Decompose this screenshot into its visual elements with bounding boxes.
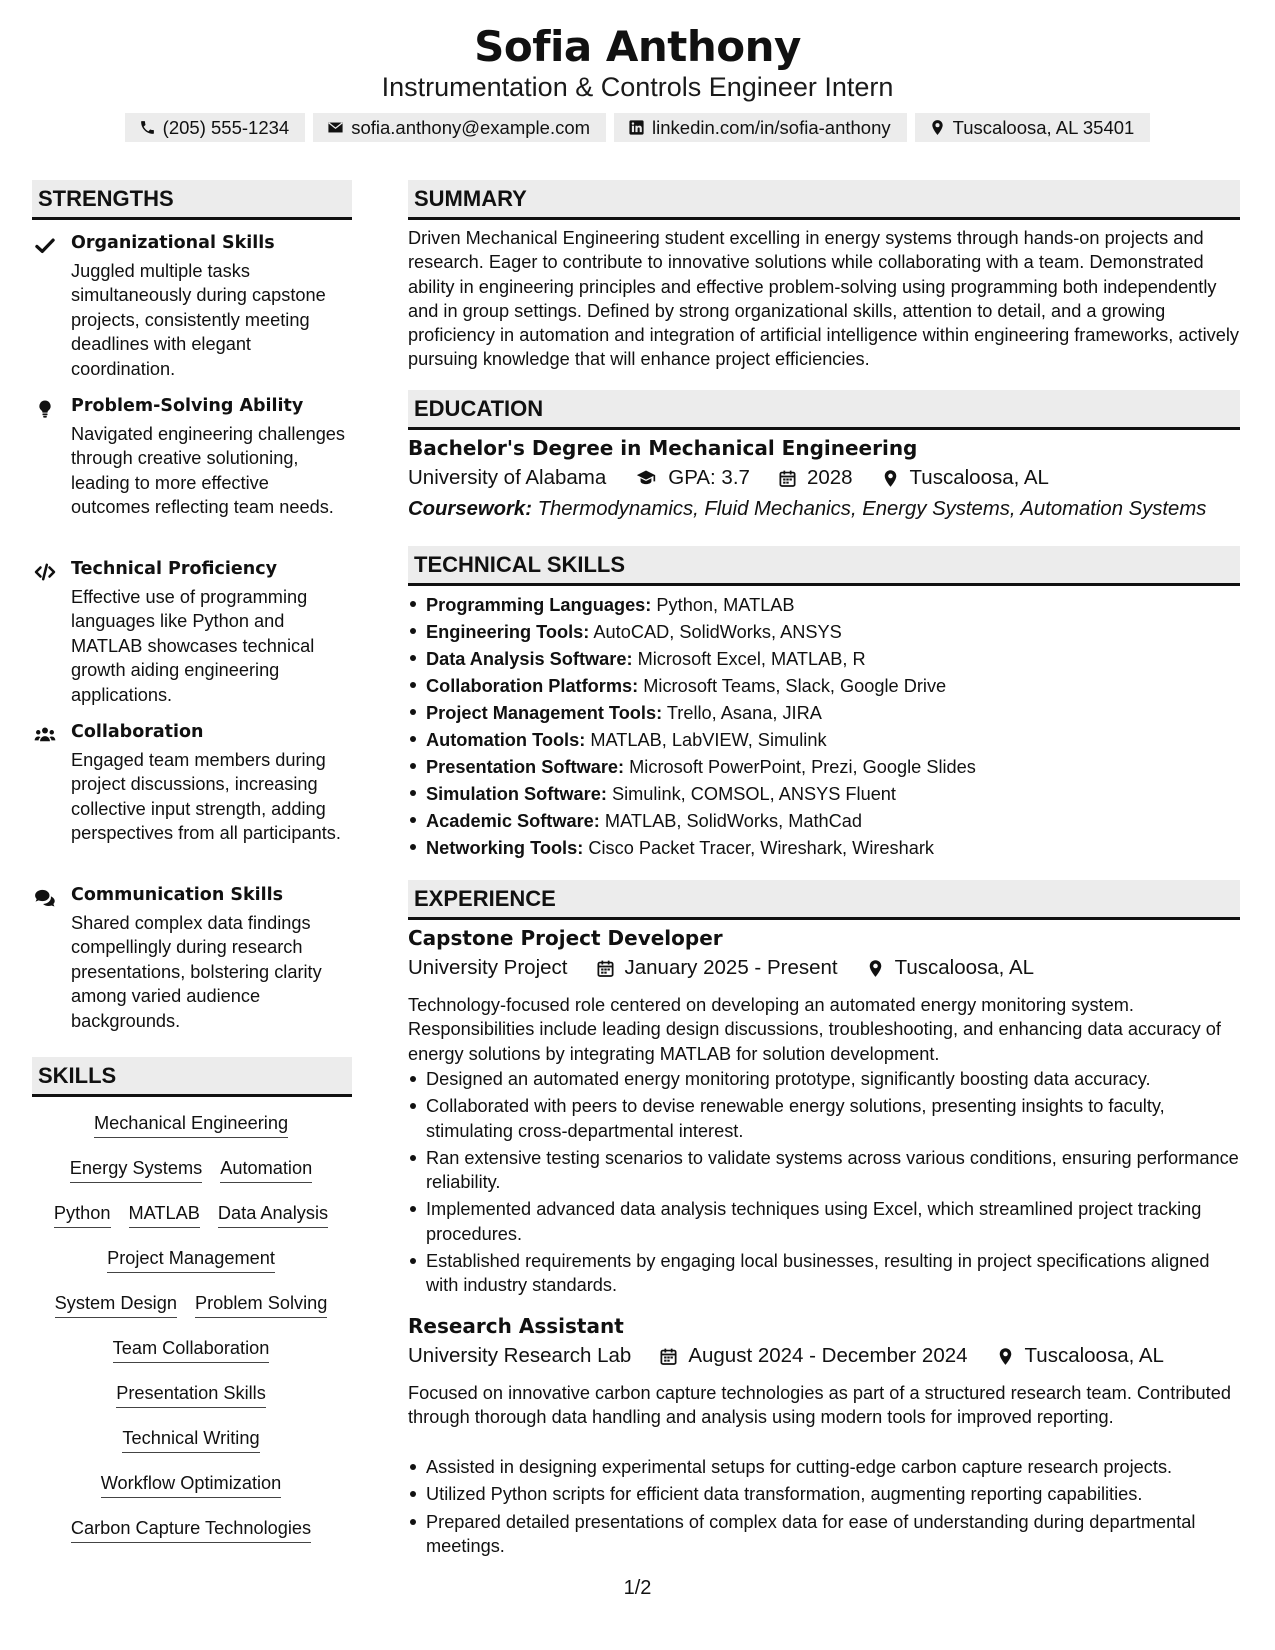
calendar-icon [778, 469, 797, 488]
list-item: Ran extensive testing scenarios to validate systems across various conditions, ensuring performance reliability. [408, 1146, 1240, 1195]
job-organization: University Project [408, 956, 568, 979]
tech-skill-label: Project Management Tools: [426, 703, 663, 723]
skills-row [32, 1518, 350, 1543]
list-item: Assisted in designing experimental setups for cutting-edge carbon capture research projects. [408, 1455, 1240, 1479]
location-text: Tuscaloosa, AL 35401 [952, 116, 1135, 138]
tech-skill-label: Programming Languages: [426, 595, 652, 615]
tech-skill-value: Simulink, COMSOL, ANSYS Fluent [611, 784, 896, 804]
skill-tag: Mechanical Engineering [94, 1113, 288, 1138]
strength-title: Organizational Skills [71, 233, 275, 253]
strength-description: Navigated engineering challenges through creative solutioning, leading to more effective outcomes reflecting team needs. [71, 424, 346, 518]
skill-tag: Workflow Optimization [101, 1473, 282, 1498]
page-number: 1/2 [623, 1577, 652, 1599]
list-item [408, 673, 1240, 700]
list-item [408, 619, 1240, 646]
job-bullets [408, 1067, 1240, 1301]
job-bullets [408, 1455, 1240, 1561]
list-item: Prepared detailed presentations of complex data for ease of understanding during departmental meetings. [408, 1510, 1240, 1559]
envelope-icon [327, 119, 344, 136]
map-pin-icon [866, 959, 885, 978]
list-item [408, 727, 1240, 754]
technical-skills-heading: TECHNICAL SKILLS [408, 546, 1240, 586]
map-pin-icon [996, 1347, 1015, 1366]
contact-linkedin[interactable] [614, 113, 907, 142]
strength-description: Effective use of programming languages like Python and MATLAB showcases technical growth aiding engineering applications. [71, 587, 315, 705]
skills-row [32, 1473, 350, 1498]
strength-title: Communication Skills [71, 885, 284, 905]
list-item [408, 835, 1240, 862]
job-dates: January 2025 - Present [624, 956, 838, 979]
skill-tag: Problem Solving [195, 1293, 327, 1318]
list-item [408, 646, 1240, 673]
skills-row [32, 1158, 350, 1183]
skill-tag: Presentation Skills [116, 1383, 266, 1408]
education-meta [408, 466, 1049, 490]
map-pin-icon [881, 469, 900, 488]
job-title: Research Assistant [408, 1314, 624, 1338]
skill-tag: Energy Systems [70, 1158, 202, 1183]
coursework-line [408, 498, 1206, 521]
email-text: sofia.anthony@example.com [351, 116, 591, 138]
contact-location [915, 113, 1151, 142]
job-dates: August 2024 - December 2024 [688, 1344, 968, 1367]
tech-skill-value: Microsoft PowerPoint, Prezi, Google Slides [629, 757, 976, 777]
tech-skill-value: Microsoft Teams, Slack, Google Drive [643, 676, 947, 696]
tech-skill-label: Presentation Software: [426, 757, 625, 777]
phone-text: (205) 555-1234 [162, 116, 290, 138]
skills-row [32, 1113, 350, 1138]
school-location: Tuscaloosa, AL [909, 466, 1049, 489]
tech-skill-label: Academic Software: [426, 811, 600, 831]
check-icon [34, 237, 56, 255]
candidate-role: Instrumentation & Controls Engineer Intern [381, 72, 894, 102]
tech-skill-value: Trello, Asana, JIRA [666, 703, 822, 723]
job-location: Tuscaloosa, AL [1024, 1344, 1164, 1367]
skill-tag: MATLAB [129, 1203, 200, 1228]
tech-skill-label: Automation Tools: [426, 730, 586, 750]
list-item [408, 754, 1240, 781]
skills-row [32, 1383, 350, 1408]
skills-row [32, 1338, 350, 1363]
coursework-list: Thermodynamics, Fluid Mechanics, Energy Systems, Automation Systems [537, 498, 1207, 520]
job-location: Tuscaloosa, AL [894, 956, 1035, 979]
linkedin-text: linkedin.com/in/sofia-anthony [652, 116, 891, 138]
education-heading: EDUCATION [408, 390, 1240, 430]
list-item: Established requirements by engaging local businesses, resulting in project specifications aligned with industry standards. [408, 1249, 1240, 1298]
tech-skill-value: MATLAB, SolidWorks, MathCad [604, 811, 862, 831]
strength-description: Shared complex data findings compellingly during research presentations, bolstering clarity among varied audience backgrounds. [71, 913, 322, 1031]
skills-row [32, 1203, 350, 1228]
map-pin-icon [929, 119, 946, 136]
tech-skill-value: MATLAB, LabVIEW, Simulink [590, 730, 827, 750]
job-description: Focused on innovative carbon capture technologies as part of a structured research team. Contributed through thorough data handling and analysis using modern tools for improved reporting. [408, 1383, 1231, 1428]
coursework-label: Coursework: [408, 498, 532, 520]
strength-title: Technical Proficiency [71, 559, 277, 579]
users-icon [34, 726, 56, 744]
graduation-cap-icon [634, 468, 658, 488]
skill-tag: Automation [220, 1158, 312, 1183]
candidate-name: Sofia Anthony [474, 22, 801, 71]
experience-heading: EXPERIENCE [408, 880, 1240, 920]
skills-row [32, 1428, 350, 1453]
tech-skill-label: Data Analysis Software: [426, 649, 633, 669]
phone-icon [139, 119, 156, 136]
gpa-text: GPA: 3.7 [668, 466, 750, 489]
skill-tag: Carbon Capture Technologies [71, 1518, 311, 1543]
list-item: Designed an automated energy monitoring prototype, significantly boosting data accuracy. [408, 1067, 1240, 1091]
job-description: Technology-focused role centered on developing an automated energy monitoring system. Responsibilities include leading design discussions, troubleshooting, and enhancing data accuracy of energy solutions by integrating MATLAB for solution development. [408, 995, 1221, 1064]
skill-tag: System Design [55, 1293, 177, 1318]
lightbulb-icon [34, 400, 56, 418]
technical-skills-list [408, 592, 1240, 862]
list-item [408, 700, 1240, 727]
contact-email[interactable] [313, 113, 606, 142]
tech-skill-value: Microsoft Excel, MATLAB, R [637, 649, 866, 669]
skill-tag: Technical Writing [122, 1428, 259, 1453]
strength-description: Engaged team members during project discussions, increasing collective input strength, adding perspectives from all participants. [71, 750, 341, 844]
skill-tag: Project Management [107, 1248, 275, 1273]
strengths-heading: STRENGTHS [32, 180, 352, 220]
calendar-icon [659, 1347, 678, 1366]
strength-title: Problem-Solving Ability [71, 396, 304, 416]
contact-phone[interactable] [125, 113, 306, 142]
list-item [408, 592, 1240, 619]
tech-skill-label: Simulation Software: [426, 784, 607, 804]
tech-skill-value: AutoCAD, SolidWorks, ANSYS [593, 622, 842, 642]
job-title: Capstone Project Developer [408, 926, 723, 950]
tech-skill-value: Python, MATLAB [656, 595, 795, 615]
summary-heading: SUMMARY [408, 180, 1240, 220]
list-item [408, 781, 1240, 808]
skills-row [32, 1248, 350, 1273]
contact-bar [0, 113, 1275, 142]
summary-text: Driven Mechanical Engineering student excelling in energy systems through hands-on projects and research. Eager to contribute to innovative solutions while collaborating with a team. Demonstrated ability in engineering principles and effective problem-solving using programming both independently and in group settings. Defined by strong organizational skills, attention to detail, and a growing proficiency in automation and integration of artificial intelligence within engineering frameworks, actively pursuing knowledge that will enhance project efficiencies. [408, 228, 1239, 370]
job-meta [408, 1344, 1164, 1368]
calendar-icon [596, 959, 615, 978]
comments-icon [34, 889, 56, 907]
tech-skill-label: Networking Tools: [426, 838, 584, 858]
tech-skill-label: Collaboration Platforms: [426, 676, 639, 696]
list-item: Utilized Python scripts for efficient data transformation, augmenting reporting capabilities. [408, 1482, 1240, 1506]
strength-description: Juggled multiple tasks simultaneously during capstone projects, consistently meeting deadlines with elegant coordination. [71, 261, 326, 379]
job-meta [408, 956, 1034, 980]
list-item: Implemented advanced data analysis techniques using Excel, which streamlined project tracking procedures. [408, 1197, 1240, 1246]
skill-tag: Team Collaboration [113, 1338, 270, 1363]
skills-heading: SKILLS [32, 1057, 352, 1097]
school-name: University of Alabama [408, 466, 607, 489]
job-organization: University Research Lab [408, 1344, 632, 1367]
skill-tag: Data Analysis [218, 1203, 328, 1228]
tech-skill-value: Cisco Packet Tracer, Wireshark, Wireshark [588, 838, 935, 858]
list-item: Collaborated with peers to devise renewable energy solutions, presenting insights to faculty, stimulating cross-departmental interest. [408, 1094, 1240, 1143]
tech-skill-label: Engineering Tools: [426, 622, 590, 642]
graduation-year: 2028 [806, 466, 853, 489]
list-item [408, 808, 1240, 835]
linkedin-icon [628, 119, 645, 136]
degree-title: Bachelor's Degree in Mechanical Engineering [408, 436, 918, 460]
code-icon [34, 563, 56, 581]
strength-title: Collaboration [71, 722, 204, 742]
skills-row [32, 1293, 350, 1318]
skill-tag: Python [54, 1203, 111, 1228]
